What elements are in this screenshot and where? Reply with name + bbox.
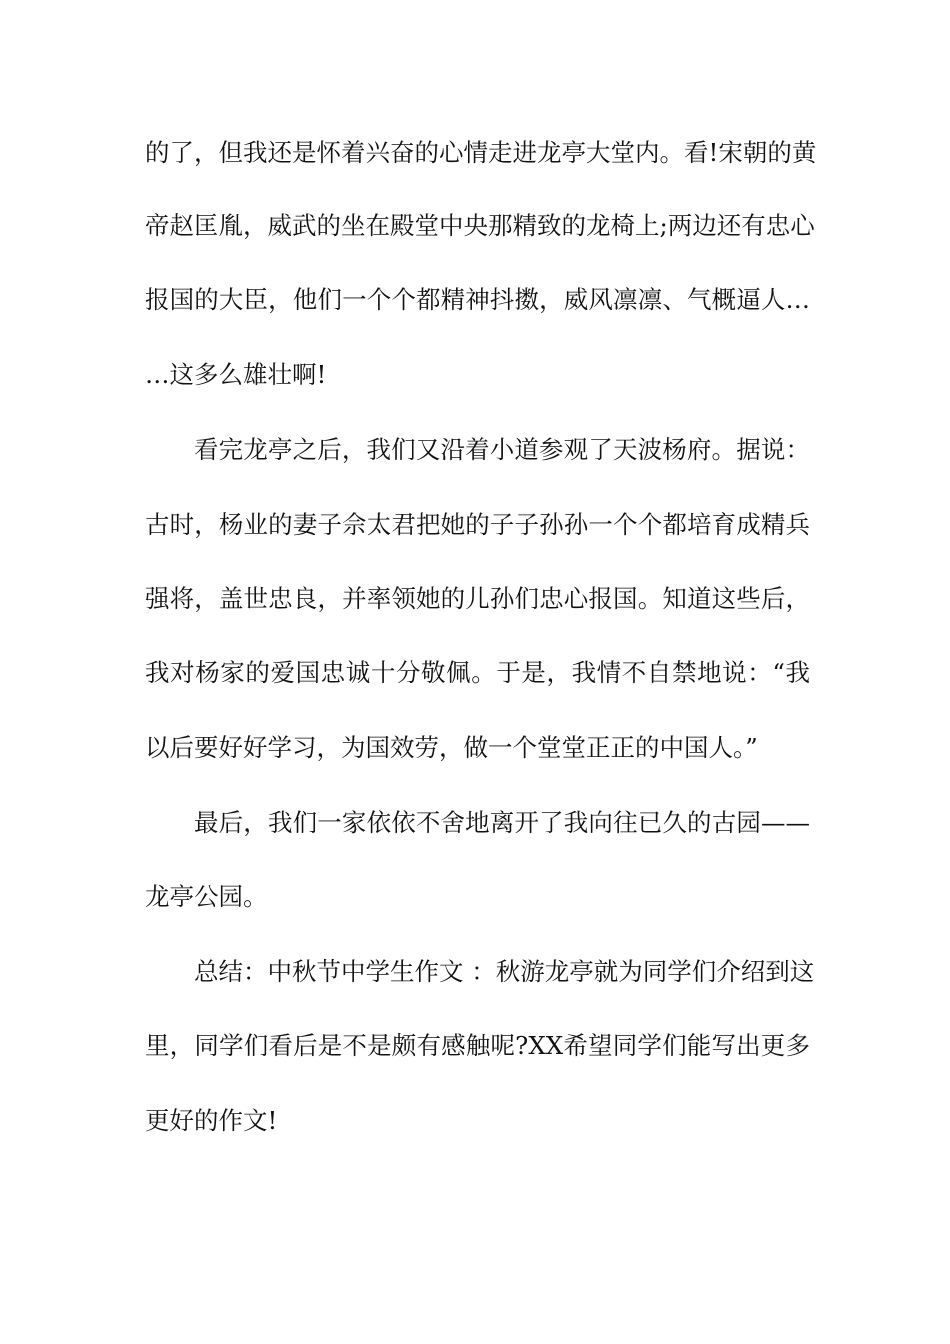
paragraph-line: 的了，但我还是怀着兴奋的心情走进龙亭大堂内。看!宋朝的黄 [145, 138, 817, 167]
paragraph-line: 以后要好好学习，为国效劳，做一个堂堂正正的中国人。” [145, 733, 758, 762]
paragraph-line: 帝赵匡胤，威武的坐在殿堂中央那精致的龙椅上;两边还有忠心 [145, 211, 815, 240]
paragraph-line: 我对杨家的爱国忠诚十分敬佩。于是，我情不自禁地说：“我 [145, 658, 810, 687]
paragraph-line: 里，同学们看后是不是颇有感触呢?XX希望同学们能写出更多 [145, 1031, 810, 1060]
paragraph-line: 更好的作文! [145, 1106, 278, 1135]
paragraph-line: 看完龙亭之后，我们又沿着小道参观了天波杨府。据说： [194, 435, 810, 464]
paragraph-line: 最后，我们一家依依不舍地离开了我向往已久的古园—— [194, 808, 810, 837]
paragraph-line: 龙亭公园。 [145, 882, 268, 911]
paragraph-line: …这多么雄壮啊! [145, 360, 327, 389]
paragraph-line: 古时，杨业的妻子佘太君把她的子子孙孙一个个都培育成精兵 [145, 510, 810, 539]
paragraph-line: 总结：中秋节中学生作文 ：秋游龙亭就为同学们介绍到这 [194, 957, 815, 986]
paragraph-line: 强将，盖世忠良，并率领她的儿孙们忠心报国。知道这些后， [145, 584, 810, 613]
paragraph-line: 报国的大臣，他们一个个都精神抖擞，威风凛凛、气概逼人… [145, 285, 810, 314]
